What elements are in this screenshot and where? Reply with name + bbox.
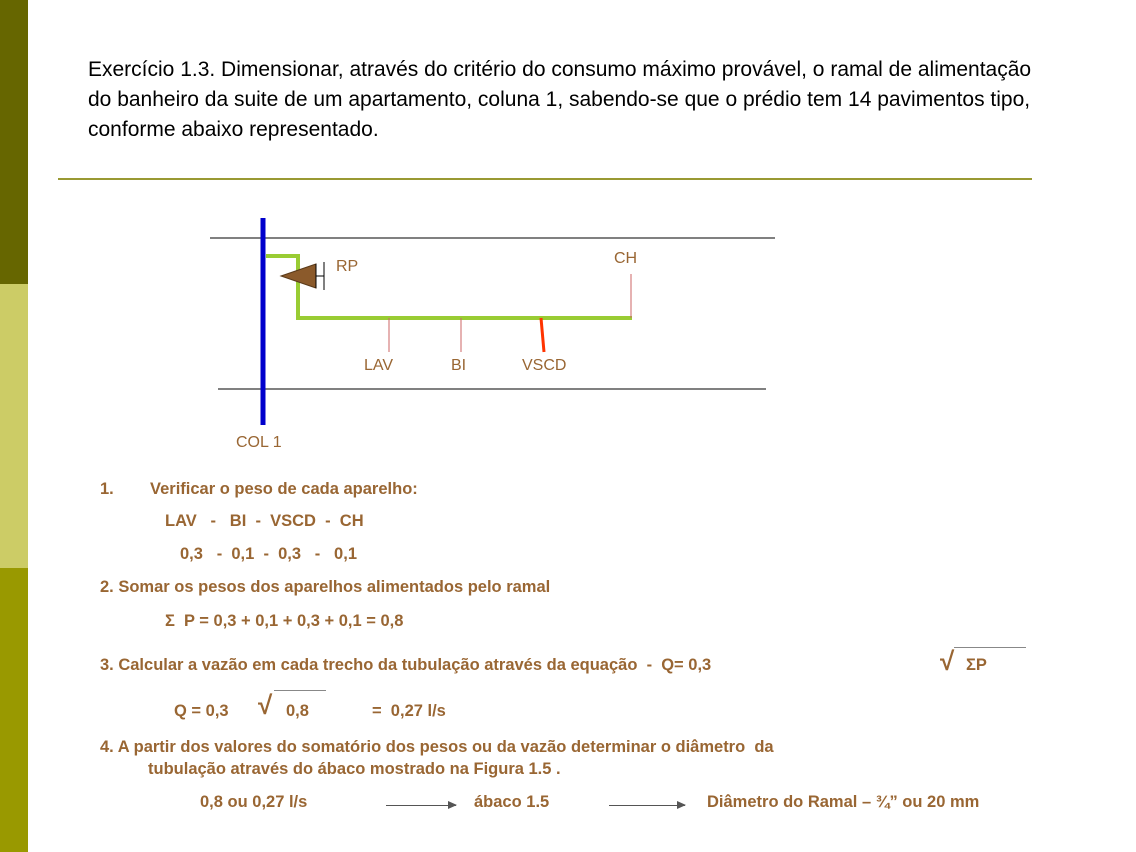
step3-text: 3. Calcular a vazão em cada trecho da tubulação através da equação - Q= 0,3: [100, 656, 712, 674]
step1-number: 1.: [100, 480, 114, 498]
step2-formula: P = 0,3 + 0,1 + 0,3 + 0,1 = 0,8: [184, 612, 404, 630]
step3-radical: √: [940, 646, 955, 676]
step3-q-result: = 0,27 l/s: [372, 702, 446, 720]
step2-sigma: Σ: [165, 612, 175, 630]
ch-label: CH: [614, 250, 638, 267]
step3-q-value: 0,8: [286, 702, 309, 720]
step4-arrow-2: [609, 805, 685, 806]
step1-fixtures: LAV - BI - VSCD - CH: [165, 512, 364, 530]
step4-text-2: tubulação através do ábaco mostrado na Figura 1.5 .: [148, 760, 561, 778]
step4-middle: ábaco 1.5: [474, 793, 550, 811]
vscd-drop: [541, 318, 544, 352]
step3-q-vinculum: [274, 690, 326, 691]
step1-text: Verificar o peso de cada aparelho:: [150, 480, 418, 498]
lav-label: LAV: [364, 357, 394, 374]
branch-pipe: [266, 256, 632, 318]
bi-label: BI: [451, 357, 467, 374]
step1-weights: 0,3 - 0,1 - 0,3 - 0,1: [180, 545, 357, 563]
step4-input: 0,8 ou 0,27 l/s: [200, 793, 308, 811]
step4-result: Diâmetro do Ramal – ¾” ou 20 mm: [707, 793, 980, 811]
rp-label: RP: [336, 258, 359, 275]
vscd-label: VSCD: [522, 357, 567, 374]
step2-text: 2. Somar os pesos dos aparelhos alimentados pelo ramal: [100, 578, 551, 596]
step3-vinculum: [954, 647, 1026, 648]
step3-q-left: Q = 0,3: [174, 702, 229, 720]
step3-sigma-p: ΣP: [966, 656, 987, 674]
column-label: COL 1: [236, 434, 282, 451]
exercise-title: Exercício 1.3. Dimensionar, através do critério do consumo máximo provável, o ramal de alimentação do banheiro da suite de um apartamento, coluna 1, sabendo-se que o prédio tem 14 pavimentos tipo, conforme abaixo representado.: [88, 58, 1032, 141]
step3-q-radical: √: [258, 690, 273, 720]
step4-arrow-1: [386, 805, 456, 806]
step4-text-1: 4. A partir dos valores do somatório dos pesos ou da vazão determinar o diâmetro da: [100, 738, 774, 756]
